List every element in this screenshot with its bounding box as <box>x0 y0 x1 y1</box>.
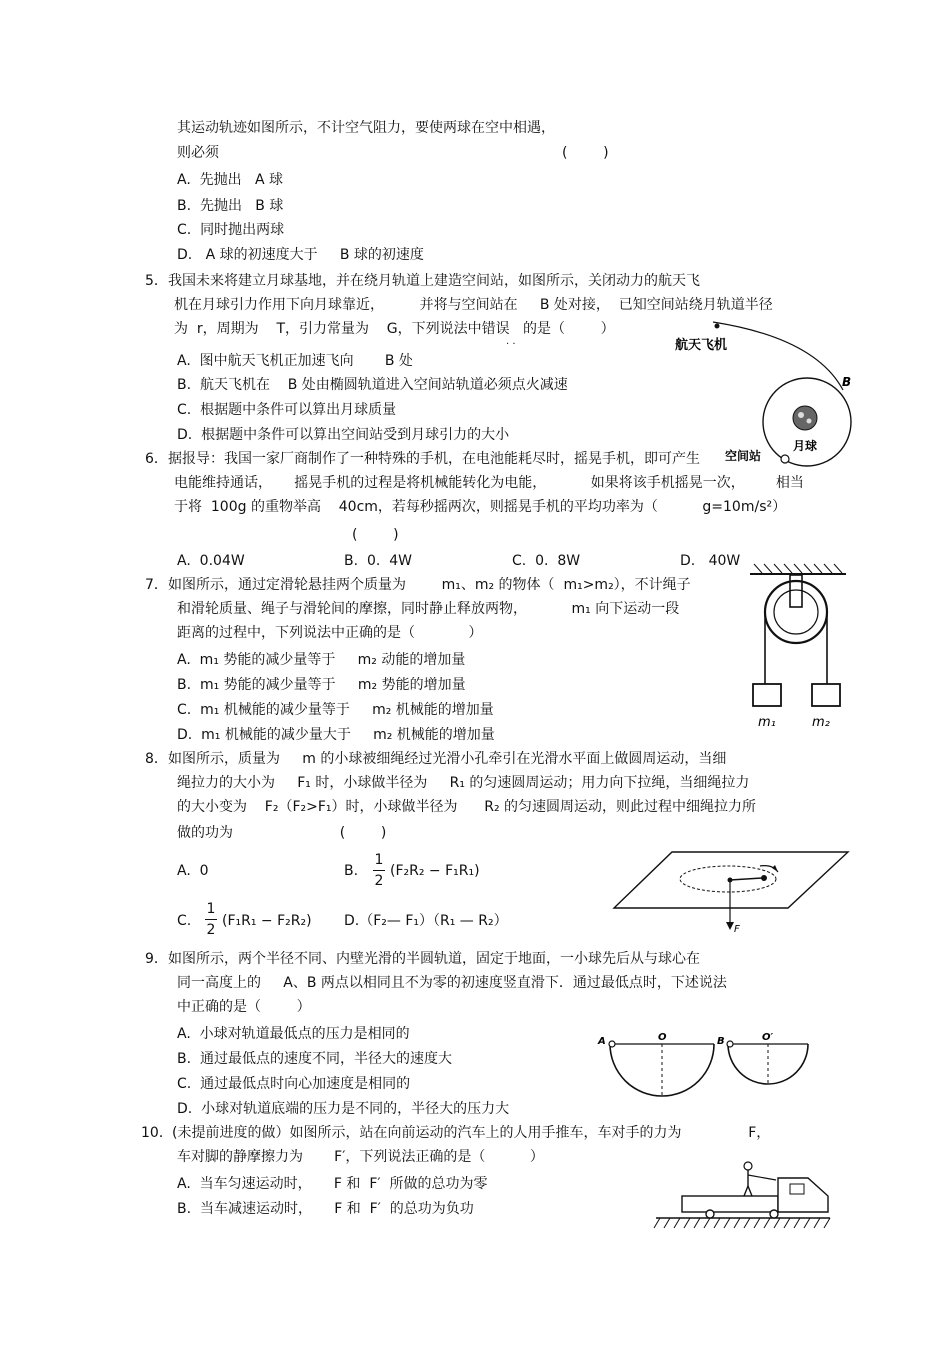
q6-line-1: 据报导：我国一家厂商制作了一种特殊的手机，在电池能耗尽时，摇晃手机，即可产生 <box>168 451 700 467</box>
label-point-b: B <box>717 1036 725 1047</box>
q8-line-3: 的大小变为 F₂（F₂>F₁）时，小球做半径为 R₂ 的匀速圆周运动，则此过程中细绳拉力所 <box>177 799 757 815</box>
q6-option-d: D. 40W <box>680 553 741 569</box>
label-center-o: O <box>658 1032 667 1043</box>
q4-answer-paren: ( ) <box>562 145 609 161</box>
q7-number: 7． <box>145 577 168 593</box>
label-m1: m₁ <box>758 715 776 730</box>
q7-pulley-figure <box>748 560 848 732</box>
q8-line-2: 绳拉力的大小为 F₁ 时，小球做半径为 R₁ 的匀速圆周运动；用力向下拉绳，当细绳拉力 <box>177 775 750 791</box>
q9-line-2: 同一高度上的 A、B 两点以相同且不为零的初速度竖直滑下．通过最低点时，下述说法 <box>177 975 727 991</box>
q7-option-c: C. m₁ 机械能的减少量等于 m₂ 机械能的增加量 <box>177 702 494 718</box>
fraction-denominator: 2 <box>206 922 216 938</box>
q9-number: 9． <box>145 951 168 967</box>
q5-moon-orbit-figure <box>665 318 865 468</box>
fraction-numerator: 1 <box>374 852 384 868</box>
q7-option-d: D. m₁ 机械能的减少量大于 m₂ 机械能的增加量 <box>177 727 495 743</box>
q8-option-c-fraction <box>204 900 218 939</box>
q8-option-d: D.（F₂— F₁）（R₁ — R₂） <box>344 913 508 929</box>
q10-line-1: (未提前进度的做）如图所示，站在向前运动的汽车上的人用手推车，车对手的力为 F， <box>172 1125 771 1141</box>
q5-line-1: 我国未来将建立月球基地，并在绕月轨道上建造空间站，如图所示，关闭动力的航天飞 <box>168 273 700 289</box>
fraction-bar <box>373 870 385 871</box>
q6-line-2: 电能维持通话， 摇晃手机的过程是将机械能转化为电能， 如果将该手机摇晃一次， 相当 <box>174 475 804 491</box>
q5-line-3: 为 r，周期为 T，引力常量为 G，下列说法中错误 的是（ ） <box>174 321 615 337</box>
q8-number: 8． <box>145 751 168 767</box>
q5-option-c: C. 根据题中条件可以算出月球质量 <box>177 402 397 418</box>
q8-option-b-label: B. <box>344 863 359 879</box>
q7-line-1: 如图所示，通过定滑轮悬挂两个质量为 m₁、m₂ 的物体（ m₁>m₂），不计绳子 <box>168 577 691 593</box>
q4-option-d: D. A 球的初速度大于 B 球的初速度 <box>177 247 424 263</box>
q8-option-b-expression: (F₂R₂ − F₁R₁) <box>390 863 480 879</box>
q9-line-1: 如图所示，两个半径不同、内壁光滑的半圆轨道，固定于地面，一小球先后从与球心在 <box>168 951 700 967</box>
emphasis-dots: . . <box>506 336 516 347</box>
q4-line-1: 其运动轨迹如图所示，不计空气阻力，要使两球在空中相遇， <box>177 120 555 136</box>
q7-option-a: A. m₁ 势能的减少量等于 m₂ 动能的增加量 <box>177 652 466 668</box>
q4-option-c: C. 同时抛出两球 <box>177 222 285 238</box>
label-point-b: B <box>842 375 852 389</box>
q6-option-c: C. 0. 8W <box>512 553 581 569</box>
label-point-a: A <box>598 1036 606 1047</box>
q4-line-2: 则必须 <box>177 145 219 161</box>
q8-line-1: 如图所示，质量为 m 的小球被细绳经过光滑小孔牵引在光滑水平面上做圆周运动，当细 <box>168 751 727 767</box>
label-center-o-prime: O′ <box>762 1032 774 1043</box>
q6-line-3: 于将 100g 的重物举高 40cm，若每秒摇两次，则摇晃手机的平均功率为（ g=10m/s²） <box>174 499 787 515</box>
q10-option-b: B. 当车减速运动时， F 和 F′ 的总功为负功 <box>177 1201 474 1217</box>
q9-option-d: D. 小球对轨道底端的压力是不同的，半径大的压力大 <box>177 1101 510 1117</box>
q8-option-a: A. 0 <box>177 863 209 879</box>
q6-answer-paren: ( ) <box>352 527 399 543</box>
q10-line-2: 车对脚的静摩擦力为 F′，下列说法正确的是（ ） <box>177 1149 544 1165</box>
q4-option-a: A. 先抛出 A 球 <box>177 172 284 188</box>
q10-number: 10． <box>141 1125 173 1141</box>
q9-line-3: 中正确的是（ ） <box>177 999 311 1015</box>
q4-option-b: B. 先抛出 B 球 <box>177 198 284 214</box>
q6-option-a: A. 0.04W <box>177 553 245 569</box>
q8-line-4: 做的功为 ( ) <box>177 825 387 841</box>
q5-option-b: B. 航天飞机在 B 处由椭圆轨道进入空间站轨道必须点火减速 <box>177 377 568 393</box>
q5-option-d: D. 根据题中条件可以算出空间站受到月球引力的大小 <box>177 427 510 443</box>
label-force-f: F <box>734 924 740 935</box>
q9-option-b: B. 通过最低点的速度不同，半径大的速度大 <box>177 1051 452 1067</box>
fraction-bar <box>205 919 217 920</box>
q6-number: 6． <box>145 451 168 467</box>
label-moon: 月球 <box>793 439 818 453</box>
q10-truck-figure <box>652 1160 834 1240</box>
q8-option-b-fraction <box>372 851 386 890</box>
q7-line-3: 距离的过程中，下列说法中正确的是（ ） <box>177 625 483 641</box>
label-space-station: 空间站 <box>725 449 762 463</box>
q9-option-a: A. 小球对轨道最低点的压力是相同的 <box>177 1026 410 1042</box>
q5-option-a: A. 图中航天飞机正加速飞向 B 处 <box>177 353 413 369</box>
q7-option-b: B. m₁ 势能的减少量等于 m₂ 势能的增加量 <box>177 677 466 693</box>
q5-line-2: 机在月球引力作用下向月球靠近， 并将与空间站在 B 处对接， 已知空间站绕月轨道半径 <box>174 297 773 313</box>
q9-semicircle-tracks-figure <box>596 1030 846 1126</box>
q10-option-a: A. 当车匀速运动时， F 和 F′ 所做的总功为零 <box>177 1176 488 1192</box>
q9-option-c: C. 通过最低点时向心加速度是相同的 <box>177 1076 411 1092</box>
fraction-numerator: 1 <box>206 901 216 917</box>
q7-line-2: 和滑轮质量、绳子与滑轮间的摩擦，同时静止释放两物， m₁ 向下运动一段 <box>177 601 680 617</box>
q6-option-b: B. 0. 4W <box>344 553 412 569</box>
q8-plane-circle-figure <box>612 850 852 940</box>
q8-option-c-expression: (F₁R₁ − F₂R₂) <box>222 913 312 929</box>
q8-option-c-label: C. <box>177 913 192 929</box>
fraction-denominator: 2 <box>374 873 384 889</box>
label-space-shuttle: 航天飞机 <box>675 338 728 353</box>
q5-number: 5． <box>145 273 168 289</box>
label-m2: m₂ <box>812 715 830 730</box>
